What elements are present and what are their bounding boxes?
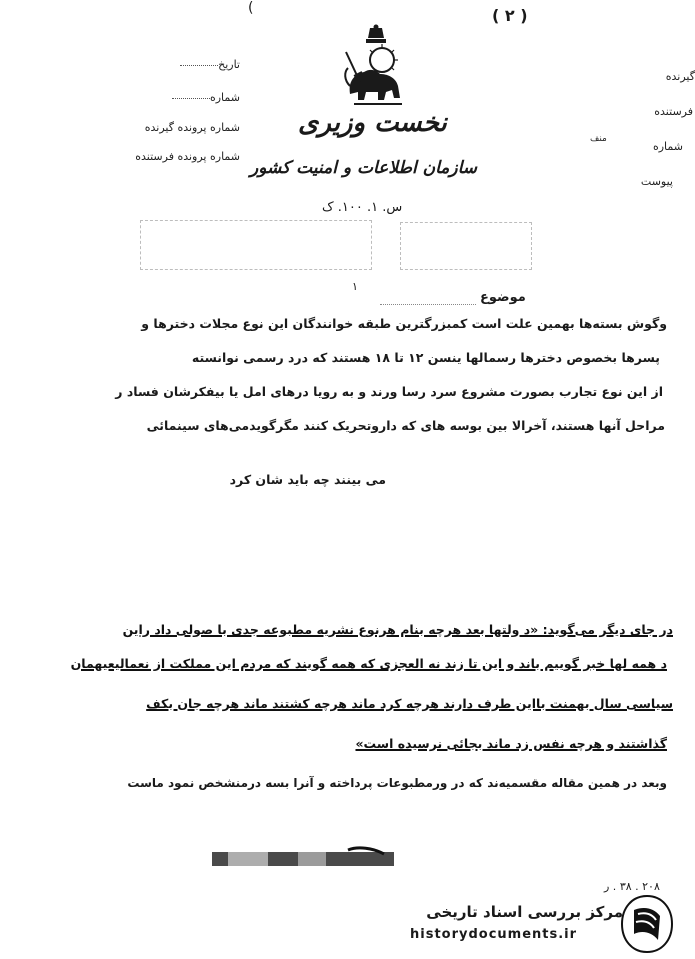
right-number-field — [653, 140, 683, 153]
sender-file-number-field — [135, 150, 240, 163]
archive-name: مرکز بررسی اسناد تاریخی — [426, 903, 623, 921]
faded-stamp-area — [140, 220, 372, 270]
sender-field — [654, 105, 693, 118]
redacted-stamp — [208, 844, 398, 874]
number-field-line — [172, 98, 210, 99]
paragraph-2-line: وبعد در همین مقاله مقسمیه‌ند که در ورمطبوعات پرداخته و آنرا بسه درمنشخص نمود ماست — [127, 776, 667, 790]
document-code: ۲۰۸ . ۳۸ . ر — [604, 880, 660, 893]
number-field — [168, 91, 240, 104]
receiver-file-number-field — [145, 121, 240, 134]
page-mark: ( — [248, 0, 254, 16]
attachment-field-label: پیوست — [640, 175, 673, 188]
underlined-quote: د همه لها خبر گوییم باند و این تا زند نه العجزی که همه گویند که مردم این مملکت از نعمالیعیهمان — [70, 656, 667, 671]
subject-line — [380, 304, 476, 305]
date-field-label: تاریخ — [218, 58, 240, 71]
date-field-line — [180, 65, 218, 66]
paragraph-1-line: می بینند چه باید شان کرد — [229, 472, 386, 487]
paragraph-1-line: پسرها بخصوص دختر‌ها رسمالها ینسن ۱۲ تا ۱۸ هستند که درد رسمی نوانسته — [191, 350, 660, 365]
lion-and-sun-emblem — [336, 24, 416, 110]
underlined-quote: گذاشتند و هرچه نفس زد ماند بجائی نرسیده است» — [355, 736, 667, 751]
recipient-field — [666, 70, 695, 83]
paragraph-2-line — [123, 622, 673, 637]
archive-logo-icon — [620, 894, 674, 954]
ministry-title: نخست وزیری — [298, 108, 447, 138]
organization-title: سازمان اطلاعات و امنیت کشور — [250, 158, 478, 178]
subject-mark: ۱ — [352, 280, 358, 293]
paragraph-1-line: از این نوع تجارب بصورت مشروع سرد رسا ورند و به رویا در‌های امل یا بیفکرشان فساد ر — [115, 384, 663, 399]
paragraph-2-line — [71, 656, 667, 671]
sender-field-label: فرستنده — [654, 105, 693, 118]
sender-file-number-label: شماره پرونده فرستنده — [135, 150, 240, 163]
paragraph-2-line — [146, 696, 673, 711]
underlined-quote: در جای دیگر می‌گوید: «د ولتها بعد هرچه بنام هرنوع نشریه مطبوعه جدی با صولی داد راین — [122, 622, 673, 637]
subject-label: موضوع — [480, 290, 526, 305]
number-field-label: شماره — [209, 91, 240, 104]
receiver-file-number-label: شماره پرونده گیرنده — [144, 121, 240, 134]
reference-number: س. ۱. ۱۰۰. ک — [322, 200, 403, 215]
paragraph-2-line — [355, 736, 667, 751]
page-number: ( ۲ ) — [492, 6, 528, 25]
underlined-quote: سیاسی سال بهمنت بااین طرف دارند هرچه کرد ماند هرچه کشتند ماند هرچه جان بکف — [146, 696, 673, 711]
paragraph-1-line: وگوش بسته‌ها بهمین علت است کمبزرگترین طبقه خوانندگان این نوع مجلات دختر‌ها و — [141, 316, 667, 331]
right-number-field-label: شماره — [652, 140, 683, 153]
attachment-field — [641, 175, 673, 188]
recipient-field-label: گیرنده — [665, 70, 695, 83]
number-handwritten-note: منف — [590, 134, 607, 144]
date-field — [176, 58, 240, 71]
archive-url: historydocuments.ir — [410, 927, 578, 942]
paragraph-1-line: مراحل آنها هستند، آخرالا بین بوسه های که داروتحریک کنند مگرگویدمی‌های سینمائی — [146, 418, 665, 433]
faded-stamp-area-2 — [400, 222, 532, 270]
